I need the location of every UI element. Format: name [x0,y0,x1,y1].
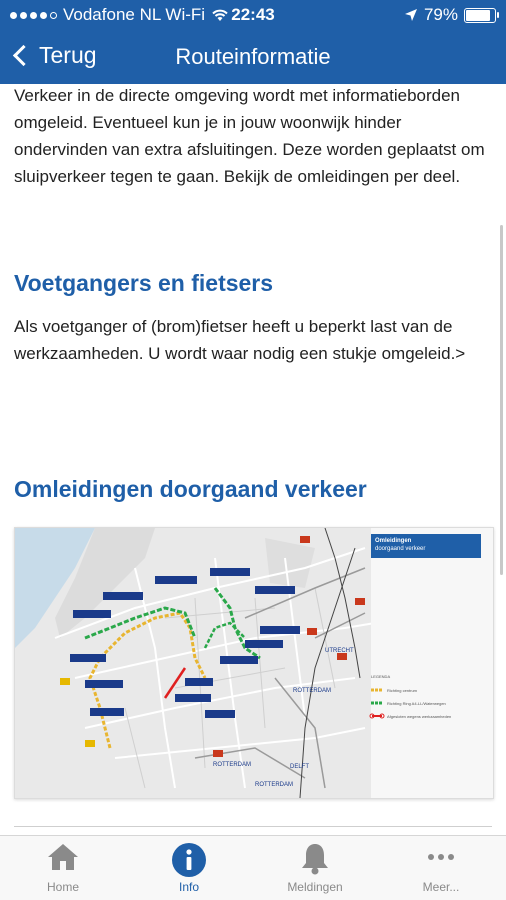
map-label-rotterdam-3: ROTTERDAM [255,782,293,788]
map-label-utrecht: UTRECHT [325,648,354,654]
tab-home[interactable] [0,836,126,900]
detour-map [15,528,493,798]
back-label: Terug [39,42,97,68]
tab-meer[interactable] [378,836,504,900]
tab-meldingen[interactable] [252,836,378,900]
location-arrow-icon [404,8,418,22]
bell-icon [300,842,330,876]
section-title-detours: Omleidingen doorgaand verkeer [14,476,367,502]
battery-icon [464,8,496,23]
map-title-line2: doorgaand verkeer [375,546,426,552]
legend-title: LEGENDA [371,674,391,679]
intro-text: Verkeer in de directe omgeving wordt met informatieborden omgeleid. Eventueel kun je in jouw woonwijk hinder ondervinden van extra afsluitingen. Deze worden geplaatst om sluipverkeer tegen te gaan. Bekijk de omleidingen per deel. [14,86,485,186]
content-scroll[interactable] [0,84,506,836]
status-time: 22:43 [231,5,275,24]
section-title-pedestrians: Voetgangers en fietsers [14,270,274,296]
map-label-rotterdam-1: ROTTERDAM [293,688,331,694]
legend-item-2: Richting Ring A4-LL/Waterwegen [387,701,446,706]
map-label-delft: DELFT [290,764,310,770]
tab-home-label: Home [46,880,79,894]
battery-percentage: 79% [423,5,458,24]
legend-item-1: Richting centrum [387,688,418,693]
tab-info[interactable] [126,836,252,900]
tab-meer-label: Meer... [422,880,460,894]
tab-bar [0,835,506,900]
page-title: Routeinformatie [175,44,331,69]
section-divider [14,826,492,827]
navigation-bar [0,30,506,84]
status-right [404,5,496,25]
home-icon [46,842,80,872]
tab-meldingen-label: Meldingen [287,880,343,894]
carrier-label: Vodafone NL Wi-Fi [63,5,206,24]
battery-fill [466,10,490,21]
info-icon [171,842,207,878]
scrollbar[interactable] [500,225,503,575]
more-icon [424,842,458,872]
section-text-pedestrians[interactable]: Als voetganger of (brom)fietser heeft u beperkt last van de werkzaamheden. U wordt waar nodig een stukje omgeleid.> [14,317,466,363]
status-bar [0,0,506,30]
detour-map-image[interactable] [14,527,494,799]
tab-info-label: Info [178,880,199,894]
map-label-rotterdam-2: ROTTERDAM [213,762,251,768]
legend-item-3: Afgesloten wegens werkzaamheden [387,714,452,719]
map-title-line1: Omleidingen [375,538,412,544]
